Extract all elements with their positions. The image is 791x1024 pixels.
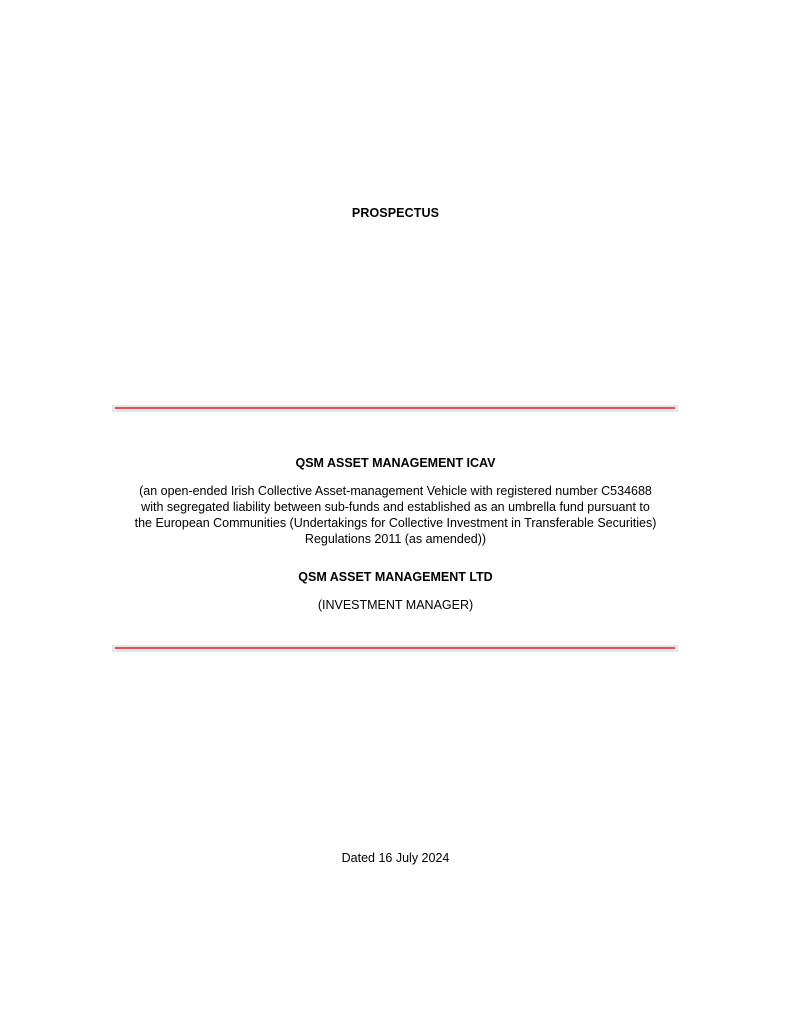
entity-description-line: with segregated liability between sub-funds and established as an umbrella fund pursuant to xyxy=(141,500,650,514)
investment-manager-role: (INVESTMENT MANAGER) xyxy=(317,598,474,612)
entity-description-line: Regulations 2011 (as amended)) xyxy=(304,532,487,546)
entity-description-line: (an open-ended Irish Collective Asset-management Vehicle with registered number C534688 xyxy=(139,484,652,498)
top-divider xyxy=(112,405,678,412)
bottom-divider xyxy=(112,645,678,652)
entity-description xyxy=(0,483,791,547)
document-date: Dated 16 July 2024 xyxy=(341,851,450,865)
investment-manager-name: QSM ASSET MANAGEMENT LTD xyxy=(298,570,493,584)
document-title: PROSPECTUS xyxy=(351,206,440,220)
entity-description-line: the European Communities (Undertakings for Collective Investment in Transferable Securities) xyxy=(134,516,657,530)
entity-name: QSM ASSET MANAGEMENT ICAV xyxy=(295,456,496,470)
